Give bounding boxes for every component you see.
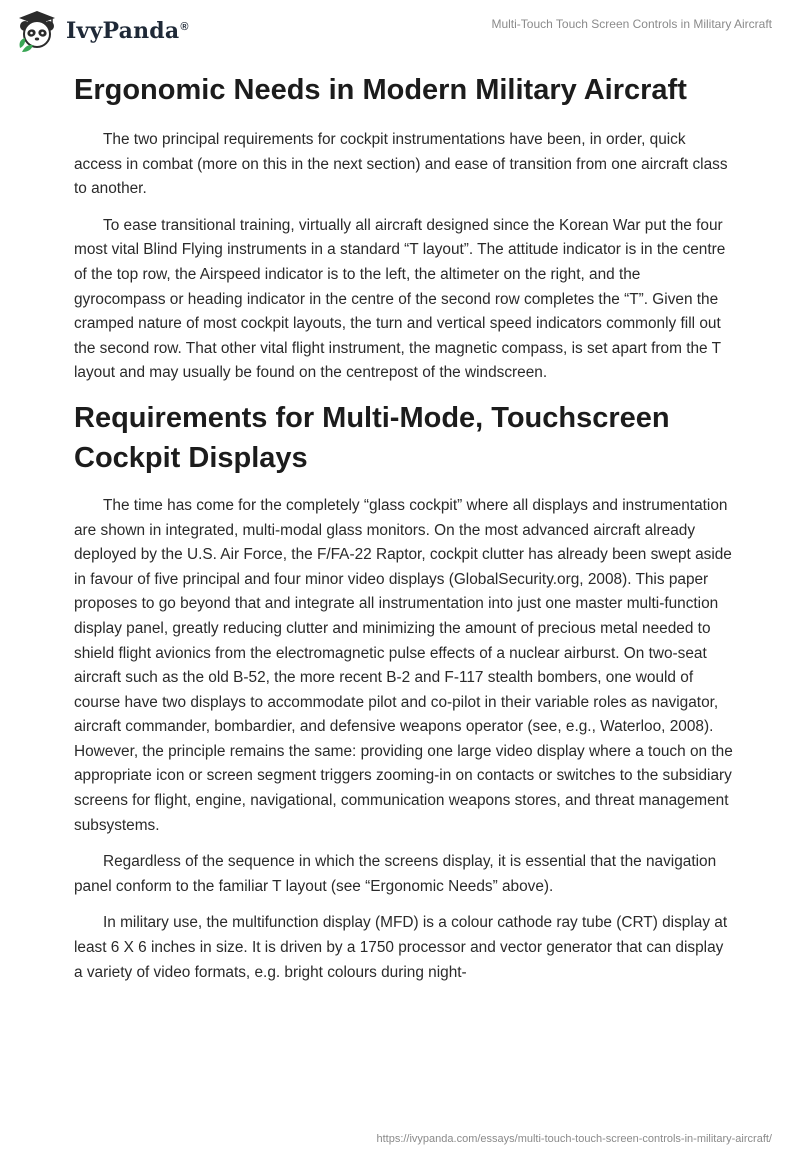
ivypanda-logo[interactable] — [14, 8, 189, 54]
section-heading-ergonomic-needs: Ergonomic Needs in Modern Military Aircraft — [74, 74, 687, 106]
logo-text: IvyPanda — [66, 18, 180, 44]
logo-wordmark — [66, 18, 189, 44]
article-body — [74, 70, 734, 997]
source-url-link[interactable]: https://ivypanda.com/essays/multi-touch-touch-screen-controls-in-military-aircraft/ — [376, 1133, 772, 1145]
paragraph: The time has come for the completely “glass cockpit” where all displays and instrumentation are shown in integrated, multi-modal glass monitors. On the most advanced aircraft already deployed by the U.S. Air Force, the F/FA-22 Raptor, cockpit clutter has already been swept aside in favour of five principal and four minor video displays (GlobalSecurity.org, 2008). This paper proposes to go beyond that and integrate all instrumentation into just one master multi-function display panel, greatly reducing clutter and minimizing the amount of precious metal needed to shield flight avionics from the electromagnetic pulse effects of a nuclear airburst. On two-seat aircraft such as the old B-52, the more recent B-2 and F-117 stealth bombers, one would of course have two displays to accommodate pilot and co-pilot in their variable roles as navigator, aircraft commander, bombardier, and defensive weapons operator (see, e.g., Waterloo, 2008). However, the principle remains the same: providing one large video display where a touch on the appropriate icon or screen segment triggers zooming-in on contacts or switches to the subsidiary screens for flight, engine, navigational, communication weapons stores, and threat management subsystems. — [74, 496, 733, 834]
paragraph: Regardless of the sequence in which the screens display, it is essential that the navigation panel conform to the familiar T layout (see “Ergonomic Needs” above). — [74, 853, 717, 895]
logo-registered-mark: ® — [180, 20, 189, 33]
section-heading-requirements: Requirements for Multi-Mode, Touchscreen Cockpit Displays — [74, 401, 670, 474]
paragraph: To ease transitional training, virtually all aircraft designed since the Korean War put the four most vital Blind Flying instruments in a standard “T layout”. The attitude indicator is in the centre of the top row, the Airspeed indicator is to the left, the altimeter on the right, and the gyrocompass or heading indicator in the centre of the second row completes the “T”. Given the cramped nature of most cockpit layouts, the turn and vertical speed indicators commonly fill out the second row. That other vital flight instrument, the magnetic compass, is set apart from the T layout and may usually be found on the centrepost of the windscreen. — [74, 216, 726, 382]
page-header — [0, 0, 800, 64]
paragraph: The two principal requirements for cockpit instrumentations have been, in order, quick access in combat (more on this in the next section) and ease of transition from one aircraft class to another. — [74, 131, 728, 198]
document-title: Multi-Touch Touch Screen Controls in Military Aircraft — [491, 17, 772, 31]
panda-logo-icon — [14, 8, 60, 54]
paragraph: In military use, the multifunction display (MFD) is a colour cathode ray tube (CRT) display at least 6 X 6 inches in size. It is driven by a 1750 processor and vector generator that can display a variety of video formats, e.g. bright colours during night- — [74, 914, 728, 981]
